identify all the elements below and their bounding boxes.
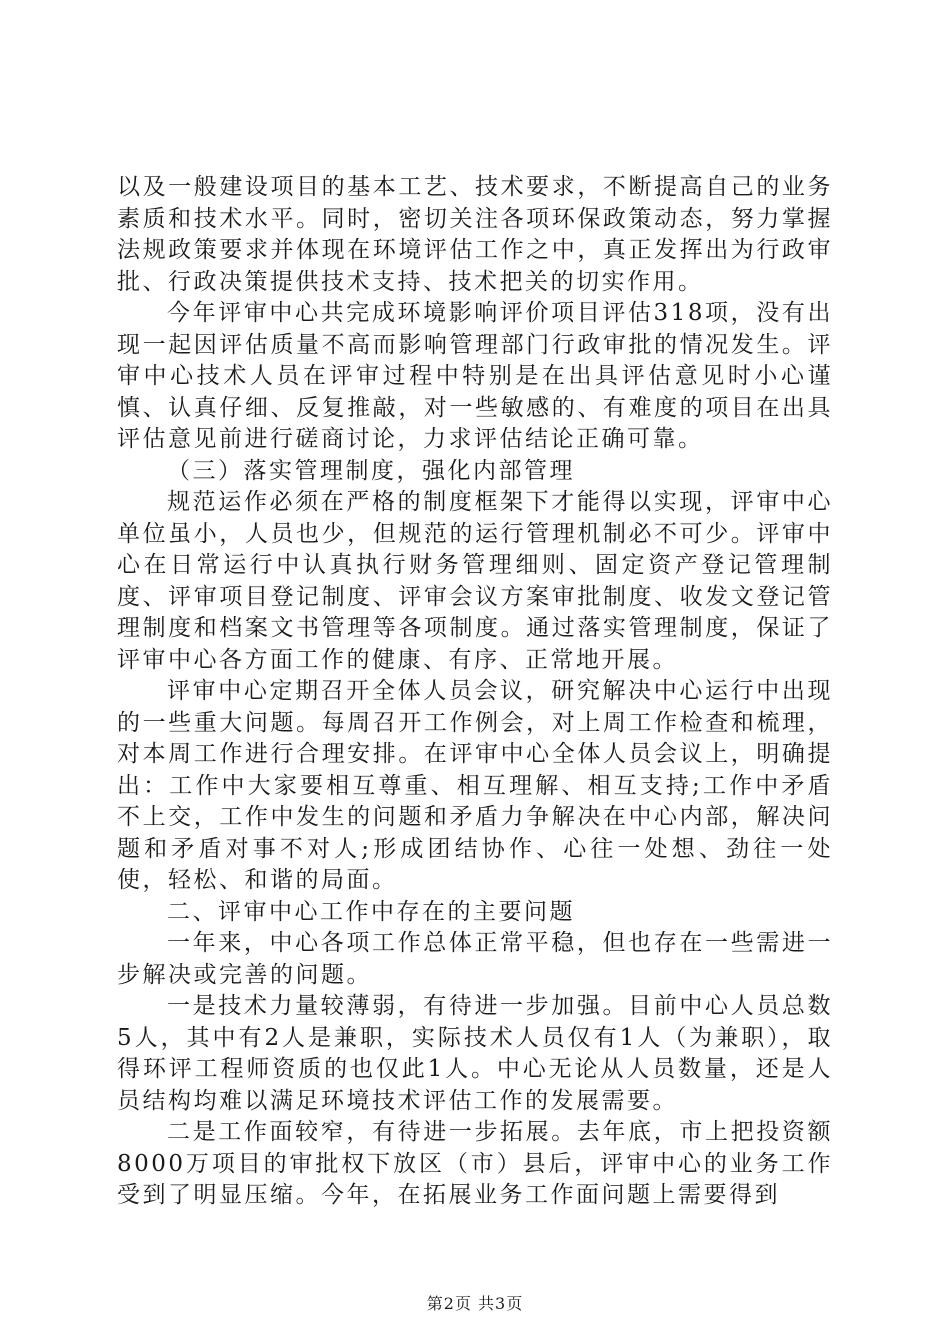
paragraph-5: 评审中心定期召开全体人员会议，研究解决中心运行中出现的一些重大问题。每周召开工作例会，对上周工作检查和梳理，对本周工作进行合理安排。在评审中心全体人员会议上，明确提出：工作中大家要相互尊重、相互理解、相互支持;工作中矛盾不上交，工作中发生的问题和矛盾力争解决在中心内部，解决问题和矛盾对事不对人;形成团结协作、心往一处想、劲往一处使，轻松、和谐的局面。 bbox=[117, 678, 833, 893]
page-footer: 第2页 共3页 bbox=[426, 1294, 524, 1313]
paragraph-9: 二是工作面较窄，有待进一步拓展。去年底，市上把投资额8000万项目的审批权下放区（市）县后，评审中心的业务工作受到了明显压缩。今年，在拓展业务工作面问题上需要得到 bbox=[117, 1119, 833, 1208]
paragraph-8: 一是技术力量较薄弱，有待进一步加强。目前中心人员总数5人，其中有2人是兼职，实际技术人员仅有1人（为兼职），取得环评工程师资质的也仅此1人。中心无论从人员数量，还是人员结构均难以满足环境技术评估工作的发展需要。 bbox=[117, 993, 833, 1114]
section-heading-problems: 二、评审中心工作中存在的主要问题 bbox=[167, 898, 575, 925]
paragraph-1: 以及一般建设项目的基本工艺、技术要求，不断提高自己的业务素质和技术水平。同时，密切关注各项环保政策动态，努力掌握法规政策要求并体现在环境评估工作之中，真正发挥出为行政审批、行政决策提供技术支持、技术把关的切实作用。 bbox=[117, 174, 833, 295]
section-heading-3: （三）落实管理制度，强化内部管理 bbox=[167, 457, 575, 484]
paragraph-2: 今年评审中心共完成环境影响评价项目评估318项，没有出现一起因评估质量不高而影响管理部门行政审批的情况发生。评审中心技术人员在评审过程中特别是在出具评估意见时小心谨慎、认真仔细、反复推敲，对一些敏感的、有难度的项目在出具评估意见前进行磋商讨论，力求评估结论正确可靠。 bbox=[117, 300, 833, 452]
document-body bbox=[117, 172, 833, 1212]
paragraph-7: 一年来，中心各项工作总体正常平稳，但也存在一些需进一步解决或完善的问题。 bbox=[117, 930, 833, 988]
paragraph-4: 规范运作必须在严格的制度框架下才能得以实现，评审中心单位虽小，人员也少，但规范的运行管理机制必不可少。评审中心在日常运行中认真执行财务管理细则、固定资产登记管理制度、评审项目登记制度、评审会议方案审批制度、收发文登记管理制度和档案文书管理等各项制度。通过落实管理制度，保证了评审中心各方面工作的健康、有序、正常地开展。 bbox=[117, 489, 833, 673]
